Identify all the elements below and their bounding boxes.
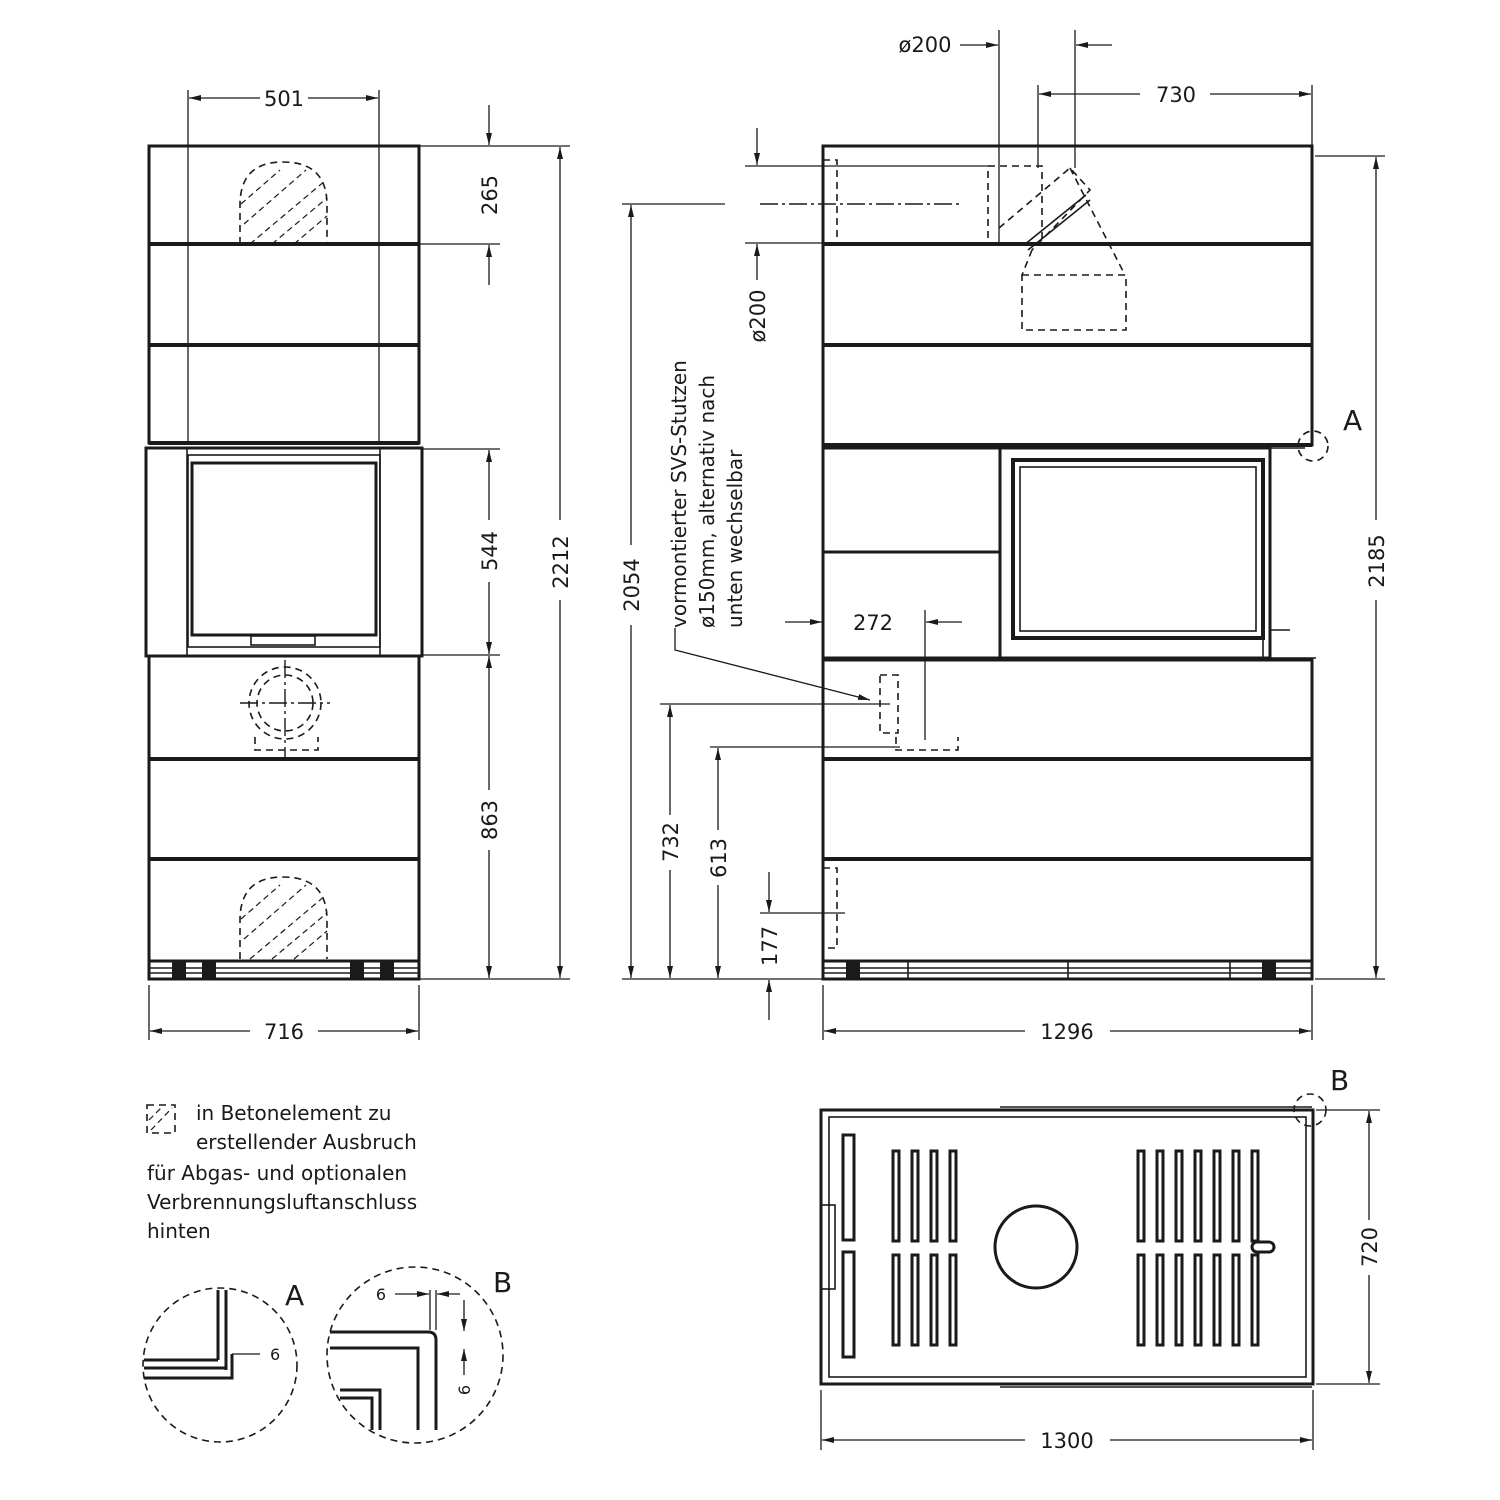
dim-front-h-door: 544 <box>478 530 502 572</box>
legend-line1: in Betonelement zu <box>196 1101 392 1125</box>
front-plinth <box>149 961 419 979</box>
dim-front-width-top: 501 <box>263 87 305 111</box>
detail-b-title: B <box>493 1266 513 1299</box>
side-view <box>760 146 1362 979</box>
dim-front-h-total: 2212 <box>549 535 573 589</box>
front-segment-5 <box>149 759 419 859</box>
dim-front-h-bottom: 863 <box>478 799 502 841</box>
dim-side-width-total: 1296 <box>1040 1020 1094 1044</box>
side-firebox-frame <box>1000 448 1270 658</box>
side-segment-6 <box>823 859 1312 961</box>
detail-b <box>327 1266 512 1443</box>
front-segment-6 <box>149 859 419 961</box>
svs-note-line3: unten wechselbar <box>723 449 747 628</box>
detail-a-value: 6 <box>270 1345 281 1364</box>
legend-line5: hinten <box>147 1219 211 1243</box>
front-cutout-bottom <box>240 877 327 959</box>
side-block-upper <box>823 448 1000 552</box>
dim-side-svs-offset: 272 <box>852 611 894 635</box>
dim-plan-width: 1300 <box>1040 1429 1094 1453</box>
side-segment-1 <box>823 146 1312 244</box>
front-dimensions <box>149 87 573 1044</box>
front-segment-4 <box>149 656 419 759</box>
label-detail-b: B <box>1330 1064 1350 1097</box>
plan-flue-circle <box>995 1206 1077 1288</box>
plan-dimensions <box>821 1110 1382 1453</box>
svs-note-line2: ø150mm, alternativ nach <box>695 374 719 628</box>
dim-side-flue-offset: 730 <box>1155 83 1197 107</box>
side-door-glass <box>1013 460 1263 638</box>
dim-plan-depth: 720 <box>1358 1226 1382 1268</box>
dim-front-h-top: 265 <box>478 174 502 216</box>
side-segment-3 <box>823 345 1312 445</box>
legend-line3: für Abgas- und optionalen <box>147 1161 408 1185</box>
legend-line2: erstellender Ausbruch <box>196 1130 417 1154</box>
plan-view <box>821 1064 1349 1387</box>
front-cutout-top <box>240 162 327 244</box>
dim-side-h-flue-axis: 2054 <box>620 558 644 612</box>
dim-side-h-svs-top: 732 <box>659 821 683 863</box>
dim-side-h-svs-bottom: 613 <box>707 837 731 879</box>
dim-side-flue-dia-side: ø200 <box>746 289 770 343</box>
detail-b-value-h: 6 <box>375 1285 387 1304</box>
front-door-glass <box>192 463 376 635</box>
dim-front-width-total: 716 <box>263 1020 305 1044</box>
legend-line4: Verbrennungsluftanschluss <box>147 1190 418 1214</box>
svs-note-line1: vormontierter SVS-Stutzen <box>667 360 691 628</box>
side-segment-5 <box>823 759 1312 859</box>
dim-side-h-total: 2185 <box>1365 534 1389 588</box>
detail-b-value-v: 6 <box>455 1384 474 1396</box>
label-detail-a: A <box>1343 404 1363 437</box>
detail-a <box>143 1279 304 1442</box>
side-block-lower <box>823 552 1000 658</box>
detail-a-title: A <box>285 1279 305 1312</box>
dim-side-h-plinth-vent: 177 <box>758 925 782 967</box>
dim-side-flue-dia-top: ø200 <box>898 33 952 57</box>
svs-note <box>667 360 747 628</box>
legend <box>147 1101 417 1243</box>
